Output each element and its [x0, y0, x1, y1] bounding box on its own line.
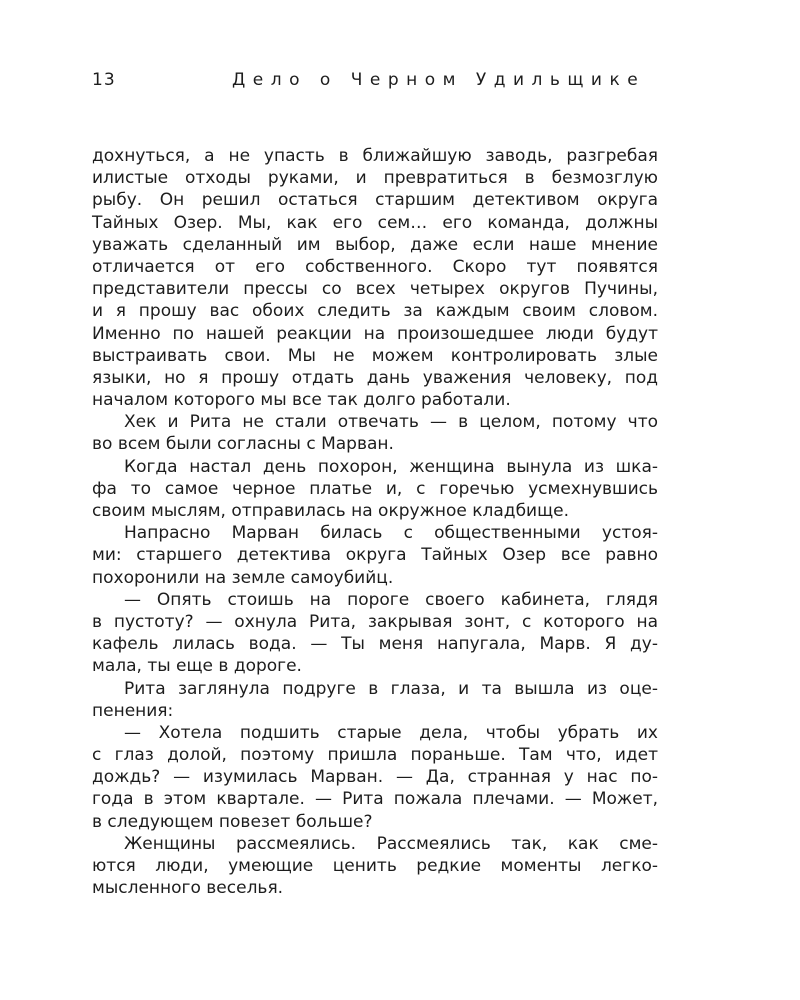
- text-line: представители прессы со всех четырех округов Пучины,: [92, 279, 658, 300]
- text-line: во всем были согласны с Марван.: [92, 434, 394, 455]
- text-line: фа то самое черное платье и, с горечью усмехнувшись: [92, 478, 658, 499]
- text-line: мысленного веселья.: [92, 878, 284, 899]
- text-line: своим мыслям, отправилась на окружное кладбище.: [92, 501, 569, 521]
- text-line: в пустоту? — охнула Рита, закрывая зонт, с которого на: [92, 611, 658, 632]
- text-line: началом которого мы все так долго работали.: [92, 390, 511, 411]
- text-line: отличается от его собственного. Скоро тут появятся: [92, 256, 658, 277]
- text-line: дохнуться, а не упасть в ближайшую заводь, разгребая: [92, 146, 658, 166]
- text-line: Когда настал день похорон, женщина вынула из шка-: [124, 456, 658, 477]
- text-line: уважать сделанный им выбор, даже если наше мнение: [92, 234, 658, 255]
- text-line: с глаз долой, поэтому пришла пораньше. Там что, идет: [92, 745, 658, 766]
- text-line: Именно по нашей реакции на произошедшее люди будут: [92, 323, 658, 344]
- text-line: рыбу. Он решил остаться старшим детективом округа: [92, 190, 658, 211]
- text-line: в следующем повезет больше?: [92, 811, 373, 832]
- text-line: ются люди, умеющие ценить редкие моменты легко-: [92, 856, 658, 876]
- text-line: — Хотела подшить старые дела, чтобы убрать их: [124, 722, 658, 743]
- text-line: выстраивать свои. Мы не можем контролировать злые: [92, 345, 658, 366]
- text-line: Рита заглянула подруге в глаза, и та вышла из оце-: [124, 678, 658, 699]
- running-title: Дело о Черном Удильщике: [232, 70, 646, 90]
- text-line: Женщины рассмеялись. Рассмеялись так, как сме-: [124, 833, 658, 854]
- text-line: пенения:: [92, 700, 174, 721]
- text-line: похоронили на земле самоубийц.: [92, 567, 394, 588]
- text-line: — Опять стоишь на пороге своего кабинета, глядя: [124, 589, 658, 610]
- text-line: Хек и Рита не стали отвечать — в целом, потому что: [124, 412, 658, 433]
- text-line: мала, ты еще в дороге.: [92, 656, 302, 677]
- text-line: ми: старшего детектива округа Тайных Озер все равно: [92, 545, 658, 566]
- text-line: и я прошу вас обоих следить за каждым своим словом.: [92, 301, 658, 322]
- text-line: дождь? — изумилась Марван. — Да, странная у нас по-: [92, 767, 658, 788]
- body-text: [92, 145, 658, 899]
- text-line: языки, но я прошу отдать дань уважения человеку, под: [92, 367, 658, 388]
- page-number: 13: [92, 70, 116, 90]
- text-line: Напрасно Марван билась с общественными устоя-: [124, 523, 658, 544]
- text-line: года в этом квартале. — Рита пожала плечами. — Может,: [92, 789, 658, 810]
- text-line: илистые отходы руками, и превратиться в безмозглую: [92, 168, 658, 189]
- text-line: кафель лилась вода. — Ты меня напугала, Марв. Я ду-: [92, 634, 658, 655]
- text-line: Тайных Озер. Мы, как его сем… его команда, должны: [92, 212, 658, 233]
